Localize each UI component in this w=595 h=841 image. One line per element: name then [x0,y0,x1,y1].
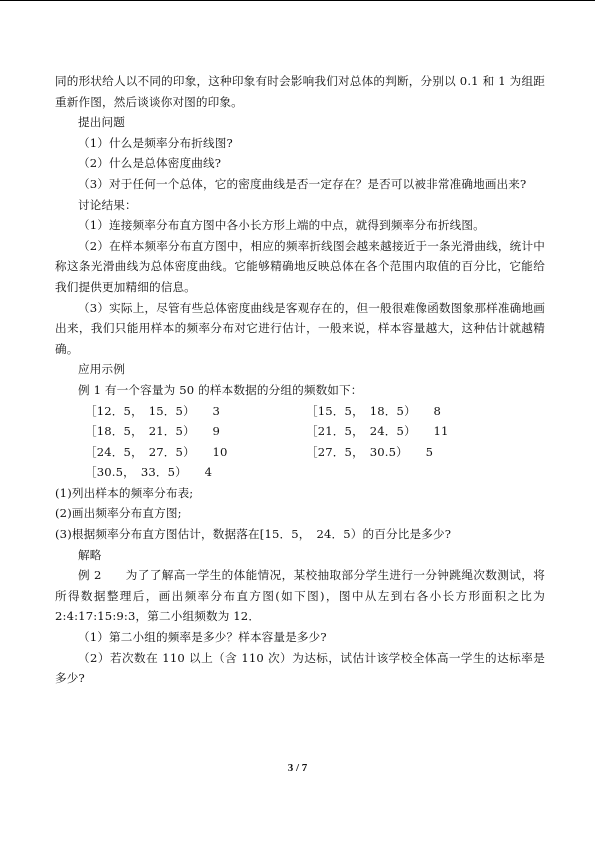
group-cell: ［18．5， 21．5） 9 [85,424,221,439]
answer-3 [55,298,545,360]
group-cell: ［12．5， 15．5） 3 [85,403,221,418]
group-cell: ［21．5， 24．5） 11 [306,424,449,439]
heading-discussion: 讨论结果： [78,197,137,212]
page-number: 3 / 7 [287,762,308,774]
group-row [55,401,545,422]
example-1: 例 1 有一个容量为 50 的样本数据的分组的频数如下： [78,382,363,397]
group-row [55,442,545,463]
group-cell: ［30.5， 33．5） 4 [85,465,213,480]
header-rule [0,0,595,1]
document-body [55,71,545,689]
example-2-text: 例 2 为了了解高一学生的体能情况，某校抽取部分学生进行一分钟跳绳次数测试，将所得数据整理后，画出频率分布直方图(如下图)，图中从左到右各小长方形面积之比为 2:4:17:15:9:3，第二小组频数为 12． [55,568,545,624]
task-2: (2)画出频率分布直方图; [55,506,182,521]
group-row [55,421,545,442]
group-cell: ［15．5， 18．5） 8 [306,403,442,418]
answer-1: （1）连接频率分布直方图中各小长方形上端的中点，就得到频率分布折线图。 [78,218,485,233]
group-cell: ［24．5， 27．5） 10 [85,444,228,459]
paragraph-intro: 同的形状给人以不同的印象，这种印象有时会影响我们对总体的判断，分别以 0.1 和 1 为组距重新作图，然后谈谈你对图的印象。 [55,74,545,109]
example-2-question-2-text: （2）若次数在 110 以上（含 110 次）为达标，试估计该学校全体高一学生的达标率是多少? [55,650,545,686]
answer-2 [55,236,545,298]
example-2-question-1: （1）第二小组的频率是多少？样本容量是多少? [78,630,327,645]
question-3: （3）对于任何一个总体，它的密度曲线是否一定存在？是否可以被非常准确地画出来? [78,176,527,191]
answer-3-text: （3）实际上，尽管有些总体密度曲线是客观存在的，但一般很难像函数图象那样准确地画出来，我们只能用样本的频率分布对它进行估计，一般来说，样本容量越大，这种估计就越精确。 [55,300,545,356]
example-2-question-2 [55,648,545,689]
example-2 [55,565,545,627]
task-3: (3)根据频率分布直方图估计，数据落在[15．5， 24．5）的百分比是多少? [55,527,452,542]
answer-2-text: （2）在样本频率分布直方图中，相应的频率折线图会越来越接近于一条光滑曲线，统计中称这条光滑曲线为总体密度曲线。它能够精确地反映总体在各个范围内取值的百分比，它能给我们提供更加精细的信息。 [55,238,545,294]
group-row [55,462,545,483]
group-cell: ［27．5， 30.5） 5 [306,444,434,459]
heading-raise-questions: 提出问题 [78,115,125,130]
question-1: （1）什么是频率分布折线图? [78,135,233,150]
task-1: (1)列出样本的频率分布表; [55,485,194,500]
heading-application: 应用示例 [78,362,125,377]
solution-note: 解略 [78,547,102,562]
question-2: （2）什么是总体密度曲线? [78,156,222,171]
